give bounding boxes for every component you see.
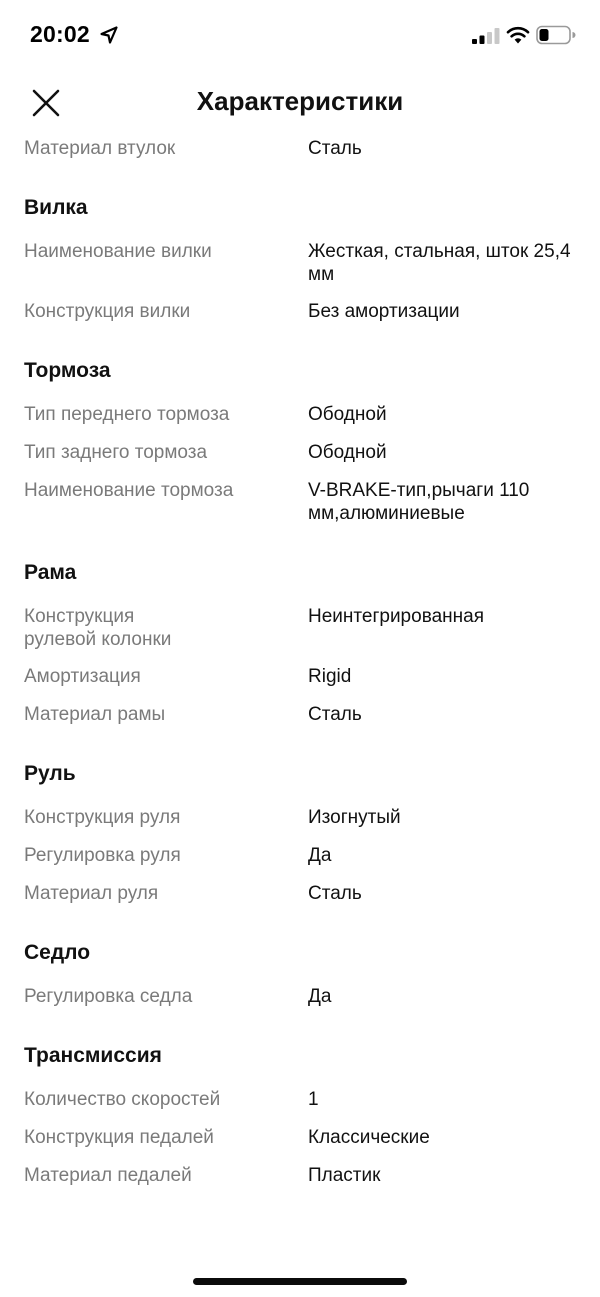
battery-icon — [536, 25, 576, 45]
specs-content — [0, 132, 600, 1187]
spec-value: Без амортизации — [308, 301, 460, 322]
home-indicator[interactable] — [193, 1278, 407, 1285]
spec-label: Материал рамы — [24, 704, 166, 725]
spec-value: Сталь — [308, 138, 362, 159]
spec-row — [0, 844, 600, 867]
spec-label: Амортизация — [24, 666, 141, 687]
status-bar — [0, 0, 600, 70]
spec-row — [0, 137, 600, 160]
section-title-fork: Вилка — [24, 196, 88, 219]
spec-value: Жесткая, стальная, шток 25,4 мм — [308, 241, 571, 285]
spec-label: Конструкция педалей — [24, 1127, 214, 1148]
spec-row — [0, 985, 600, 1008]
spec-row — [0, 1088, 600, 1111]
spec-value: Ободной — [308, 404, 387, 425]
section-title-handlebar: Руль — [24, 762, 76, 785]
spec-row — [0, 605, 600, 651]
spec-value: Классические — [308, 1127, 430, 1148]
spec-row — [0, 403, 600, 426]
spec-label: Материал втулок — [24, 138, 176, 159]
spec-value: Rigid — [308, 666, 352, 687]
spec-row — [0, 240, 600, 286]
spec-row — [0, 665, 600, 688]
header — [0, 70, 600, 132]
spec-value: Да — [308, 986, 332, 1007]
spec-label: Регулировка седла — [24, 986, 193, 1007]
spec-label: Тип заднего тормоза — [24, 442, 208, 463]
spec-label: Тип переднего тормоза — [24, 404, 230, 425]
spec-value: 1 — [308, 1089, 319, 1110]
spec-row — [0, 1126, 600, 1149]
spec-row — [0, 441, 600, 464]
spec-value: Изогнутый — [308, 807, 401, 828]
location-arrow-icon — [100, 26, 118, 44]
spec-value: Сталь — [308, 704, 362, 725]
spec-label: Количество скоростей — [24, 1089, 221, 1110]
spec-row — [0, 703, 600, 726]
section-title-brakes: Тормоза — [24, 359, 111, 382]
spec-value: V-BRAKE-тип,рычаги 110 мм,алюминиевые — [308, 480, 530, 524]
spec-value: Неинтегрированная — [308, 606, 484, 627]
spec-label: Регулировка руля — [24, 845, 181, 866]
page-title: Характеристики — [196, 86, 404, 116]
section-title-transmission: Трансмиссия — [24, 1044, 162, 1067]
spec-label: Материал педалей — [24, 1165, 192, 1186]
spec-row — [0, 1164, 600, 1187]
spec-label: Материал руля — [24, 883, 159, 904]
spec-row — [0, 479, 600, 525]
status-time: 20:02 — [30, 21, 90, 47]
section-title-frame: Рама — [24, 561, 77, 584]
spec-label: Конструкция рулевой колонки — [24, 606, 172, 650]
spec-value: Сталь — [308, 883, 362, 904]
spec-value: Да — [308, 845, 332, 866]
spec-row — [0, 300, 600, 323]
spec-label: Конструкция вилки — [24, 301, 191, 322]
cellular-signal-icon — [472, 28, 500, 44]
spec-row — [0, 806, 600, 829]
section-title-saddle: Седло — [24, 941, 91, 964]
wifi-icon — [506, 25, 530, 44]
spec-value: Ободной — [308, 442, 387, 463]
spec-label: Наименование тормоза — [24, 480, 234, 501]
spec-label: Конструкция руля — [24, 807, 181, 828]
spec-value: Пластик — [308, 1165, 381, 1186]
spec-row — [0, 882, 600, 905]
spec-label: Наименование вилки — [24, 241, 212, 262]
